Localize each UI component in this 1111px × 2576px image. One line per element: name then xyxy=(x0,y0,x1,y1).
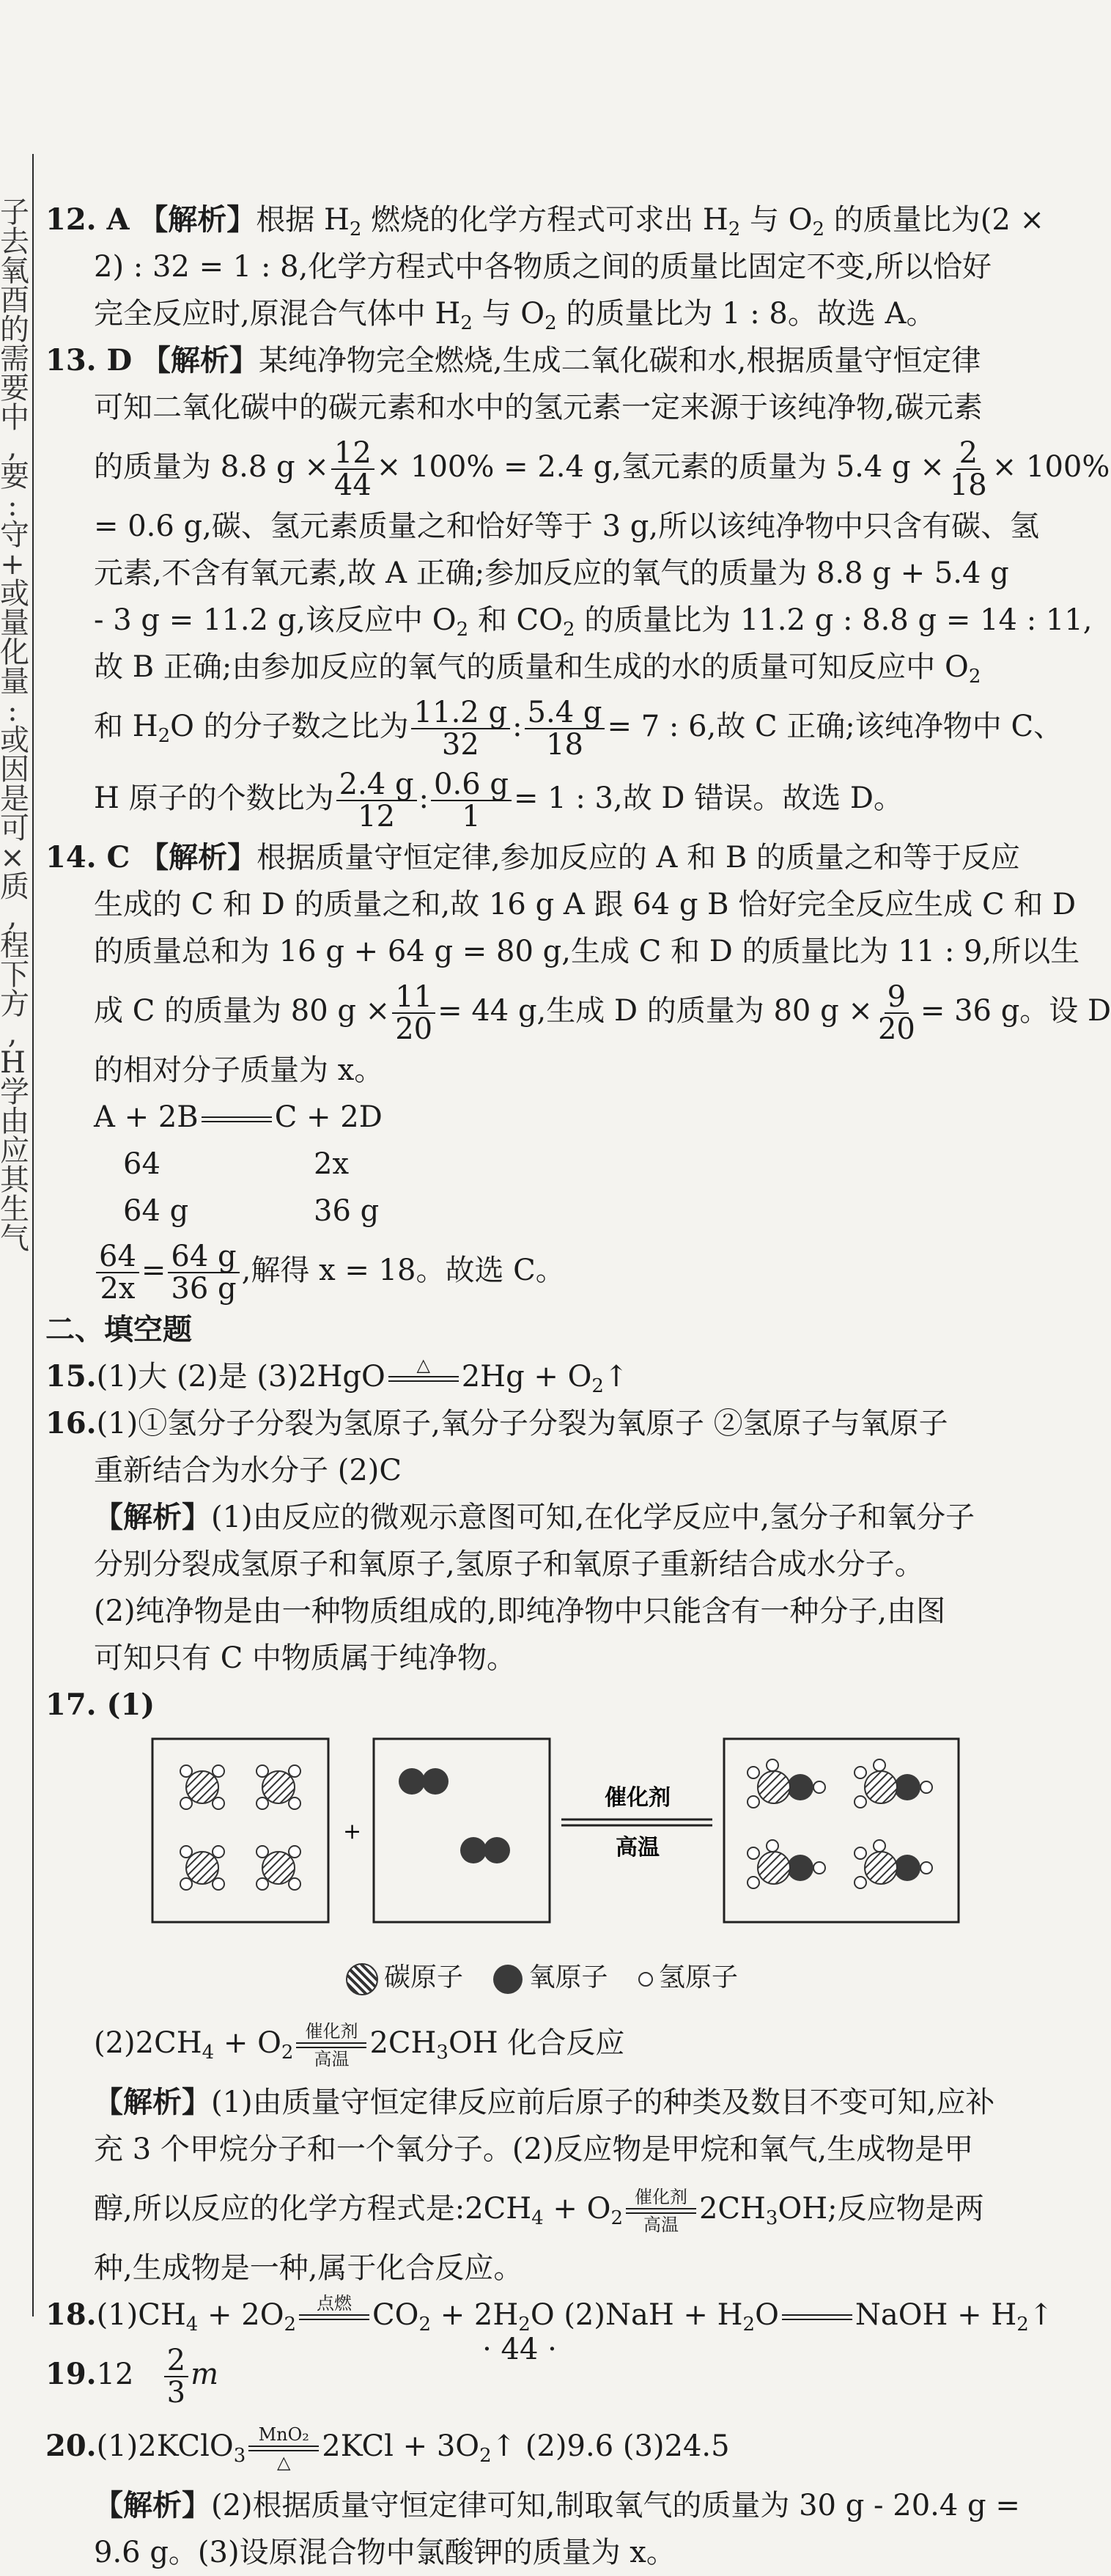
margin-char: 要 xyxy=(0,372,29,405)
margin-rule xyxy=(32,154,34,2316)
margin-char: 应 xyxy=(0,1134,29,1168)
margin-char: 气 xyxy=(0,1222,29,1256)
q17-line-1: 17. (1) xyxy=(45,1688,155,1722)
q16-line-6: 可知只有 C 中物质属于纯净物。 xyxy=(94,1641,517,1675)
product-box xyxy=(724,1739,959,1922)
reaction-arrow: 催化剂 高温 xyxy=(296,2020,366,2070)
q13-line-2: 可知二氧化碳中的碳元素和水中的氢元素一定来源于该纯净物,碳元素 xyxy=(94,391,983,424)
margin-char: H xyxy=(0,1046,26,1080)
reactant-box-2 xyxy=(374,1739,550,1922)
reaction-arrow: 催化剂 高温 xyxy=(626,2186,696,2236)
q20-line-1: 20.(1)2KClO$_3$ MnO₂ △ $2KCl + 3O_2↑$ (2)9.6 (3)24.5 xyxy=(45,2424,730,2473)
q13-line-1: 13. D 【解析】某纯净物完全燃烧,生成二氧化碳和水,根据质量守恒定律 xyxy=(45,343,981,378)
margin-char: 其 xyxy=(0,1163,29,1197)
q19-line: 19.12 $\frac{2}{3}$ m xyxy=(45,2344,219,2410)
equals-sign xyxy=(782,2314,852,2320)
q16-line-5: (2)纯净物是由一种物质组成的,即纯净物中只能含有一种分子,由图 xyxy=(94,1594,946,1628)
margin-char: 由 xyxy=(0,1105,29,1138)
margin-char: 需 xyxy=(0,342,29,376)
margin-char: 可 xyxy=(0,812,29,845)
diagram-legend: 碳原子 氧原子 氢原子 xyxy=(45,1948,1027,2007)
margin-char: × xyxy=(0,841,25,875)
carbon-atom-icon xyxy=(346,1963,378,1995)
answer-content xyxy=(45,196,1111,2576)
q15-line: 15.(1)大 (2)是 (3)2HgO △ $2Hg + O_2↑$ xyxy=(45,1353,1027,1400)
fraction: $\frac{2.4 g}{12}$ xyxy=(336,769,417,832)
fraction: $\frac{12}{44}$ xyxy=(331,438,374,501)
q12-line-1: 12. A 【解析】根据 $H_2$ 燃烧的化学方程式可求出 $H_2$ 与 $O_2$ 的质量比为(2 × xyxy=(45,202,1045,240)
margin-char: 量 xyxy=(0,665,29,699)
q13-line-6: - 3 g = 11.2 g,该反应中 $O_2$ 和 $CO_2$ 的质量比为 11.2 g : 8.8 g = 14 : 11, xyxy=(94,603,1093,641)
molecule-diagram xyxy=(45,1729,1027,1948)
plus-sign: + xyxy=(343,1819,362,1844)
q14-line-8: $\frac{64}{2x}$ = $\frac{64 g}{36 g}$ ,解得 x = 18。故选 C。 xyxy=(45,1234,1027,1306)
q13-line-5: 元素,不含有氧元素,故 A 正确;参加反应的氧气的质量为 8.8 g + 5.4 g xyxy=(94,556,1009,590)
margin-text-column xyxy=(0,196,29,1256)
margin-char: 要 xyxy=(0,460,29,493)
q16-line-3: 【解析】(1)由反应的微观示意图可知,在化学反应中,氢分子和氧分子 xyxy=(94,1500,975,1534)
q20-line-3: 9.6 g。(3)设原混合物中氯酸钾的质量为 x。 xyxy=(94,2536,676,2569)
margin-char: 去 xyxy=(0,225,29,259)
q17-line-6: 种,生成物是一种,属于化合反应。 xyxy=(94,2251,523,2285)
fraction: $\frac{2}{18}$ xyxy=(949,436,987,502)
margin-char: 的 xyxy=(0,313,29,347)
hydrogen-atom-icon xyxy=(638,1972,653,1987)
margin-char: 子 xyxy=(0,196,29,229)
margin-char: : xyxy=(7,489,18,523)
molecule-diagram-svg xyxy=(45,1729,1027,1948)
q17-line-3: 【解析】(1)由质量守恒定律反应前后原子的种类及数目不变可知,应补 xyxy=(94,2085,995,2119)
margin-char: 学 xyxy=(0,1075,29,1109)
temperature-label: 高温 xyxy=(616,1835,660,1861)
q13-line-4: = 0.6 g,碳、氢元素质量之和恰好等于 3 g,所以该纯净物中只含有碳、氢 xyxy=(94,509,1040,543)
q17-line-2: $(2)2CH_4 + O_2$ 催化剂 高温 $2CH_3OH$ 化合反应 xyxy=(94,2021,625,2069)
margin-char: 是 xyxy=(0,782,29,816)
q16-line-4: 分别分裂成氢原子和氧原子,氢原子和氧原子重新结合成水分子。 xyxy=(94,1548,924,1581)
q14-line-1: 14. C 【解析】根据质量守恒定律,参加反应的 A 和 B 的质量之和等于反应 xyxy=(45,840,1020,875)
margin-char: 或 xyxy=(0,724,29,757)
q14-line-4: 成 C 的质量为 80 g × $\frac{11}{20}$ = 44 g,生成 D 的质量为 80 g × $\frac{9}{20}$ = 36 g。设 D xyxy=(94,980,1111,1046)
q17-line-5: 醇,所以反应的化学方程式是$:2CH_4 + O_2$ 催化剂 高温 $2CH_3OH$;反应物是两 xyxy=(94,2187,984,2235)
margin-char: 守 xyxy=(0,518,29,552)
q18-line: $18.(1)CH_4 + 2O_2$ 点燃 $CO_2 + 2H_2O$ $(2)NaH + H_2O$ NaOH + $H_2↑$ xyxy=(45,2292,1027,2338)
margin-char: , xyxy=(7,1017,18,1050)
q13-line-3: 的质量为 8.8 g × $\frac{12}{44}$ × 100% = 2.4 g,氢元素的质量为 5.4 g × $\frac{2}{18}$ × 100% xyxy=(94,436,1110,502)
reaction-arrow: MnO₂ △ xyxy=(248,2424,319,2473)
q14-line-5: 的相对分子质量为 x。 xyxy=(94,1053,384,1087)
margin-char: 化 xyxy=(0,636,29,669)
margin-char: 氧 xyxy=(0,254,29,288)
reaction-arrow: △ xyxy=(388,1354,459,1404)
q14-equation: A + 2B C + 2D xyxy=(94,1100,383,1134)
q20-line-2: 【解析】(2)根据质量守恒定律可知,制取氧气的质量为 30 g - 20.4 g = xyxy=(94,2488,1020,2522)
q16-line-1: 16.(1)①氢分子分裂为氢原子,氧分子分裂为氧原子 ②氢原子与氧原子 xyxy=(45,1406,948,1440)
margin-char: , xyxy=(7,899,18,933)
margin-char: 生 xyxy=(0,1193,29,1226)
margin-char: 程 xyxy=(0,929,29,963)
margin-char: , xyxy=(7,430,18,464)
fraction: $\frac{64 g}{36 g}$ xyxy=(168,1241,239,1304)
reaction-arrow: 点燃 xyxy=(299,2292,369,2342)
q14-line-2: 生成的 C 和 D 的质量之和,故 16 g A 跟 64 g B 恰好完全反应生成 C 和 D xyxy=(94,888,1077,921)
catalyst-label: 催化剂 xyxy=(605,1785,671,1811)
q16-line-2: 重新结合为水分子 (2)C xyxy=(94,1454,402,1487)
fraction: $\frac{5.4 g}{18}$ xyxy=(525,697,605,760)
fraction: $\frac{0.6 g}{1}$ xyxy=(431,769,512,832)
q13-line-7: 故 B 正确;由参加反应的氧气的质量和生成的水的质量可知反应中 $O_2$ xyxy=(94,650,981,688)
margin-char: 方 xyxy=(0,987,29,1021)
margin-char: + xyxy=(0,548,25,581)
margin-char: 或 xyxy=(0,577,29,611)
margin-char: 因 xyxy=(0,753,29,787)
q12-line-3: 完全反应时,原混合气体中 $H_2$ 与 $O_2$ 的质量比为 1 : 8。故选 A。 xyxy=(94,297,936,334)
margin-char: 酉 xyxy=(0,284,29,317)
q12-line-2: 2) : 32 = 1 : 8,化学方程式中各物质之间的质量比固定不变,所以恰好 xyxy=(94,250,992,284)
q13-line-9: H 原子的个数比为 $\frac{2.4 g}{12}$ : $\frac{0.6 g}{1}$ = 1 : 3,故 D 错误。故选 D。 xyxy=(94,768,904,833)
q14-ratio-row-2: 64 g 36 g xyxy=(123,1194,380,1228)
margin-char: : xyxy=(7,694,18,728)
page-number: · 44 · xyxy=(482,2333,557,2366)
equals-sign xyxy=(202,1116,272,1122)
fraction: $\frac{2}{3}$ xyxy=(164,2345,188,2408)
q14-line-3: 的质量总和为 16 g + 64 g = 80 g,生成 C 和 D 的质量比为 11 : 9,所以生 xyxy=(94,935,1080,968)
oxygen-atom-icon xyxy=(493,1965,523,1994)
fraction: $\frac{11.2 g}{32}$ xyxy=(411,697,510,760)
section-title: 二、填空题 xyxy=(45,1312,192,1347)
margin-char: 质 xyxy=(0,870,29,904)
q13-line-8: 和 $H_2O$ 的分子数之比为 $\frac{11.2 g}{32}$ : $\frac{5.4 g}{18}$ = 7 : 6,故 C 正确;该纯净物中 C、 xyxy=(94,696,1063,762)
margin-char: 量 xyxy=(0,606,29,640)
reactant-box-1 xyxy=(152,1739,328,1922)
margin-char: 中 xyxy=(0,401,29,435)
fraction: $\frac{9}{20}$ xyxy=(877,980,915,1046)
margin-char: 下 xyxy=(0,958,29,992)
q14-ratio-row-1: 64 2x xyxy=(123,1147,350,1181)
q17-line-4: 充 3 个甲烷分子和一个氧分子。(2)反应物是甲烷和氧气,生成物是甲 xyxy=(94,2132,974,2166)
fraction: $\frac{11}{20}$ xyxy=(392,982,435,1045)
fraction: $\frac{64}{2x}$ xyxy=(96,1241,139,1304)
